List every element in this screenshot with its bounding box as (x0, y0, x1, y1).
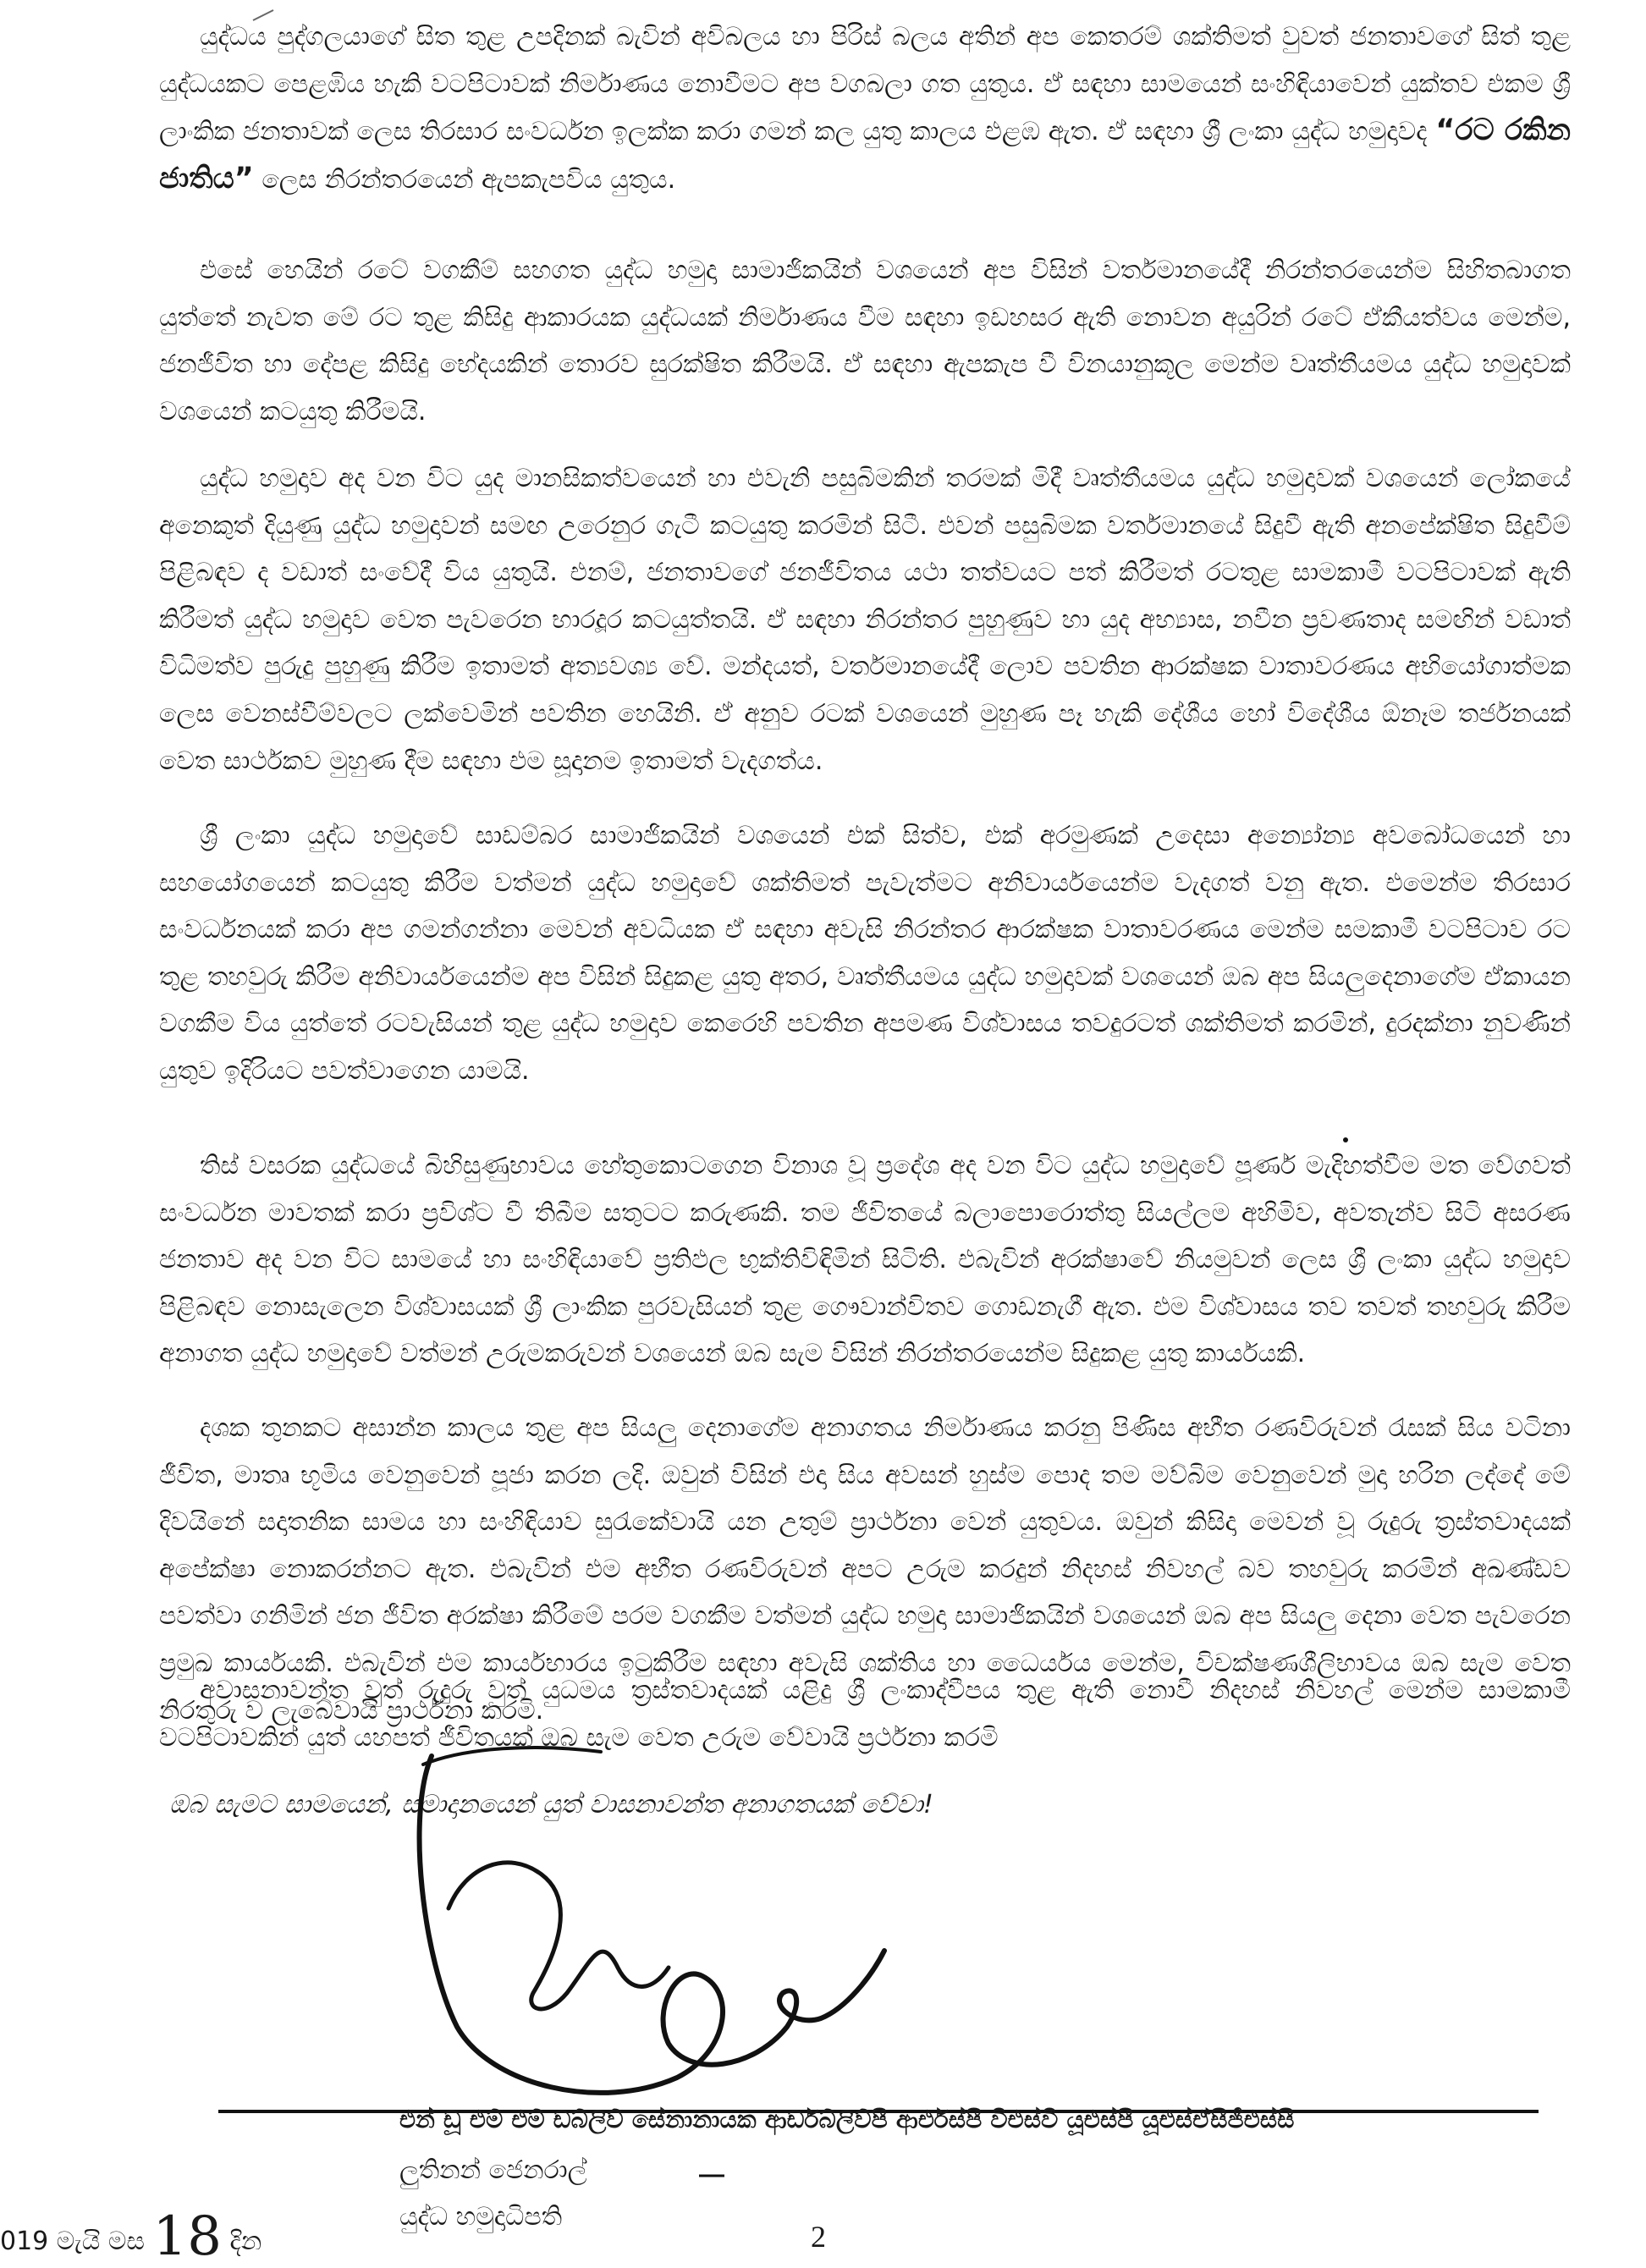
paragraph-6: දශක තුනකට අසාන්න කාලය තුළ අප සියලු දෙනාගේම අනාගතය නිර්මාණය කරනු පිණිස අභීත රණවිරුවන් රැසක් සිය වටිනා ජීවිත, මාතෘ භූමිය වෙනුවෙන් පූජා කරන ලදි. ඔවුන් විසින් එදා සිය අවසන් හුස්ම පොද තම මව්බිම වෙනුවෙන් මුදා හරින ලද්දේ මේ දිවයිනේ සදාතනික සාමය හා සංහිඳියාව සුරැකේවායි යන උතුම් ප්‍රාර්ථනා වෙන් යුතුවය. ඔවුන් කිසිදා මෙවන් වූ රුදුරු ත්‍රස්තවාදයක් අපේක්ෂා නොකරන්නට ඇත. එබැවින් එම අභීත රණවිරුවන් අපට උරුම කරදුන් නිදහස් නිවහල් බව තහවුරු කරමින් අඛණ්ඩව පවත්වා ගනිමින් ජන ජීවිත අරක්ෂා කිරීමේ පරම වගකීම වත්මන් යුද්ධ හමුදා සාමාජිකයින් වශයෙන් ඔබ අප සියලු දෙනා වෙත පැවරෙන ප්‍රමුඛ කාර්යයකි. එබැවින් එම කාර්යභාරය ඉටුකිරීම සඳහා අවැසි ශක්තිය හා ධෛර්යය මෙන්ම, විචක්ෂණශීලිභාවය ඔබ සැම වෙත නිරතුරු ව ලැබේවායි ප්‍රාර්ථනා කරමි. (159, 1413, 1571, 1726)
paragraph-3: යුද්ධ හමුදාව අද වන විට යුද මානසිකත්වයෙන් හා එවැනි පසුබිමකින් තරමක් මිදී වෘත්තීයමය යුද්ධ හමුදාවක් වශයෙන් ලෝකයේ අනෙකුත් දියුණු යුද්ධ හමුදාවන් සමඟ උරෙනුර ගැටී කටයුතු කරමින් සිටී. එවන් පසුබිමක වර්තමානයේ සිදුවී ඇති අනපේක්ෂිත සිදුවීම් පිළිබඳව ද වඩාත් සංවේදී විය යුතුයි. එනම්, ජනතාවගේ ජනජීවිතය යථා තත්වයට පත් කිරීමත් රටතුළ සාමකාමී වටපිටාවක් ඇති කිරීමත් යුද්ධ හමුදාව වෙත පැවරෙන භාරදූර කටයුත්තයි. ඒ සඳහා නිරන්තර පුහුණුව හා යුද අභ්‍යාස, නවීන ප්‍රවණතාද සමඟින් වඩාත් විධිමත්ව පුරුදු පුහුණු කිරීම ඉතාමත් අත්‍යවශ්‍ය වේ. මන්දයත්, වර්තමානයේදී ලොව පවතින ආරක්ෂක වාතාවරණය අභියෝගාත්මක ලෙස වෙනස්වීම්වලට ලක්වෙමින් පවතින හෙයිනි. ඒ අනුව රටක් වශයෙන් මුහුණ පෑ හැකි දේශීය හෝ විදේශීය ඕනෑම තර්ජනයක් වෙත සාර්ථකව මුහුණ දීම සඳහා එම සූදානම ඉතාමත් වැදගත්ය. (159, 464, 1571, 776)
date-prefix: 019 මැයි මස (0, 2227, 145, 2256)
signer-name: එන් ඩූ එම් එම් ඩබ්ලිව් සේනානායක ආර්ඩබ්ලිව්පී ආර්එස්පී විඑස්වී යූඑස්පී යූඑස්ඒසීජීඑස්සී (399, 2106, 1295, 2133)
date-day: 18 (152, 2205, 222, 2268)
paragraph-7: අවාසනාවන්ත වුත් රුදුරු වුත් යුධමය ත්‍රස්තවාදයක් යළිදු ශ්‍රී ලංකාද්වීපය තුළ ඇති නොවී නිදහස් නිවහල් මෙන්ම සාමකාමී වටපිටාවකින් යුත් යහපත් ජීවිතයක් ඔබ සැම වෙත උරුම වේවායි ප්‍රර්ථනා කරමි (159, 1676, 1571, 1753)
date-suffix: දින (229, 2227, 262, 2256)
army-motto: “රට රකින ජාතිය” (159, 113, 1571, 195)
dash-mark (699, 2173, 724, 2178)
signature-mark (398, 1739, 889, 2137)
signer-rank: ලුතිනන් ජෙනරාල් (399, 2155, 587, 2185)
paragraph-4: ශ්‍රී ලංකා යුද්ධ හමුදාවේ සාඩම්බර සාමාජිකයින් වශයෙන් එක් සිත්ව, එක් අරමුණක් උදෙසා අන්‍යෝන්‍ය අවබෝධයෙන් හා සහයෝගයෙන් කටයුතු කිරීම වත්මන් යුද්ධ හමුදාවේ ශක්තිමත් පැවැත්මට අනිවාර්යයෙන්ම වැදගත් වනු ඇත. එමෙන්ම තිරසාර සංවර්ධනයක් කරා අප ගමන්ගන්නා මෙවන් අවධියක ඒ සඳහා අවැසි නිරන්තර ආරක්ෂක වාතාවරණය මෙන්ම සමකාමී වටපිටාව රට තුළ තහවුරු කිරීම අනිවාර්යයෙන්ම අප විසින් සිදුකළ යුතු අතර, වෘත්තීයමය යුද්ධ හමුදාවක් වශයෙන් ඔබ අප සියලුදෙනාගේම ඒකායන වගකීම විය යුත්තේ රටවැසියන් තුළ යුද්ධ හමුදාව කෙරෙහි පවතින අපමණ විශ්වාසය තවදුරටත් ශක්තිමත් කරමින්, දුරදක්නා නුවණින් යුතුව ඉදිරියට පවත්වාගෙන යාමයි. (159, 821, 1571, 1086)
dot-mark (1342, 1137, 1349, 1143)
date-line (0, 2200, 262, 2268)
paragraph-2: එසේ හෙයින් රටේ වගකීම් සහගත යුද්ධ හමුදා සාමාජිකයින් වශයෙන් අප විසින් වර්තමානයේදී නිරන්තරයෙන්ම සිහිතබාගත යුත්තේ නැවත මේ රට තුළ කිසිදු ආකාරයක යුද්ධයක් නිර්මාණය වීම සඳහා ඉඩහසර ඇති නොවන අයුරින් රටේ ඒකීයත්වය මෙන්ම, ජනජීවිත හා දේපළ කිසිදු භේදයකින් තොරව සුරක්ෂිත කිරීමයි. ඒ සඳහා ඇපකැප වී විනයානුකූල මෙන්ම වෘත්තීයමය යුද්ධ හමුදාවක් වශයෙන් කටයුතු කිරීමයි. (159, 256, 1571, 427)
paragraph-5: තිස් වසරක යුද්ධයේ බිහිසුණුභාවය හේතුකොටගෙන විනාශ වූ ප්‍රදේශ අද වන විට යුද්ධ හමුදාවේ පූර්ණ මැදිහත්වීම මත වේගවත් සංවර්ධන මාවතක් කරා ප්‍රවිශ්ට වී තිබීම සතුටට කරුණකි. තම ජීවිතයේ බලාපොරොත්තු සියල්ලම අහිමිව, අවතැන්ව සිටි අසරණ ජනතාව අද වන විට සාමයේ හා සංහිඳියාවේ ප්‍රතිඵල භුක්තිවිඳිමින් සිටිති. එබැවින් අරක්ෂාවේ නියමුවන් ලෙස ශ්‍රී ලංකා යුද්ධ හමුදාව පිළිබඳව නොසැලෙන විශ්වාසයක් ශ්‍රී ලාංකික පුරවැසියන් තුළ ගෞවාන්විතව ගොඩනැගී ඇත. එම විශ්වාසය තව තවත් තහවුරු කිරීම අනාගත යුද්ධ හමුදාවේ වත්මන් උරුමකරුවන් වශයෙන් ඔබ සැම විසින් නිරන්තරයෙන්ම සිදුකළ යුතු කාර්යයකි. (159, 1151, 1571, 1369)
signer-title: යුද්ධ හමුදාධිපති (399, 2202, 563, 2232)
closing-wish: ඔබ සැමට සාමයෙන්, සමාදානයෙන් යුත් වාසනාවන්ත අනාගතයක් වේවා! (169, 1790, 933, 1819)
page-number: 2 (811, 2220, 826, 2254)
paragraph-1: යුද්ධය පුද්ගලයාගේ සිත තුළ උපදිනක් බැවින් අවිබලය හා පිරිස් බලය අතින් අප කෙතරම් ශක්තිමත් වුවත් ජනතාවගේ සිත් තුළ යුද්ධයකට පෙළඹිය හැකි වටපිටාවක් නිර්මාණය නොවීමට අප වගබලා ගත යුතුය. ඒ සඳහා සාමයෙන් සංහිඳියාවෙන් යුක්තව එකම ශ්‍රී ලාංකික ජනතාවක් ලෙස තිරසාර සංවර්ධන ඉලක්ක කරා ගමන් කල යුතු කාලය එළඹ ඇත. ඒ සඳහා ශ්‍රී ලංකා යුද්ධ හමුදාවද “රට රකින ජාතිය” ලෙස නිරන්තරයෙන් ඇපකැපවිය යුතුය. (159, 22, 1571, 195)
speck-mark (251, 8, 277, 22)
